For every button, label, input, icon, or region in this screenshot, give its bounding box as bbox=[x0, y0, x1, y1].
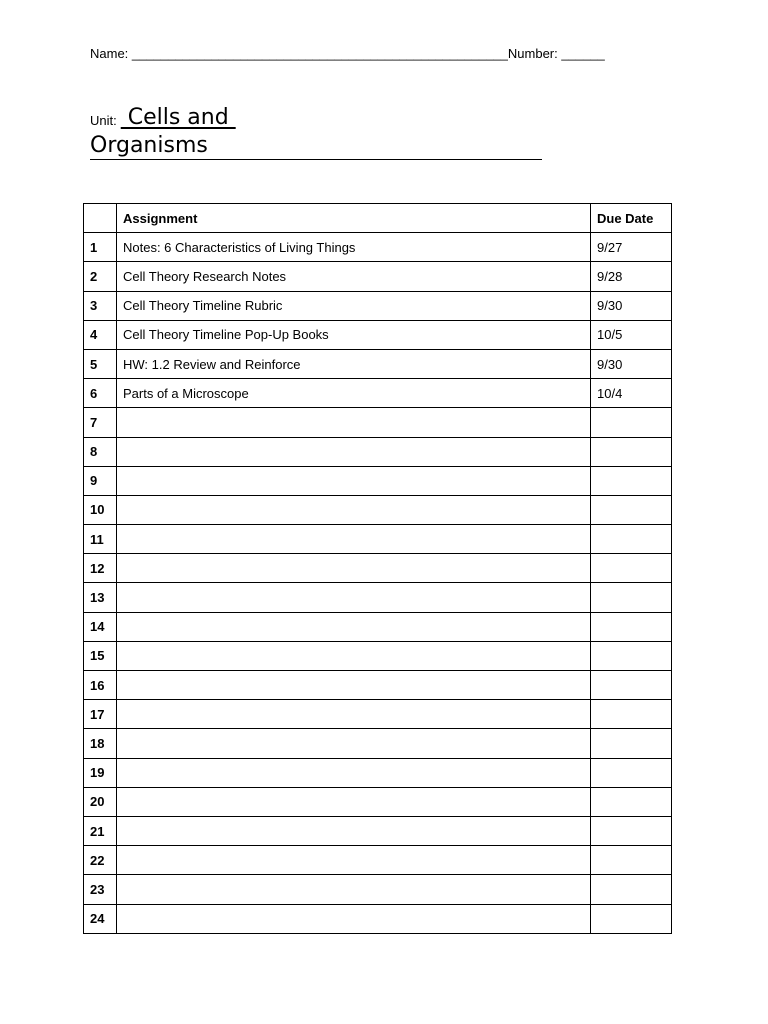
table-row bbox=[84, 320, 672, 349]
row-number: 7 bbox=[84, 408, 117, 437]
assignment-cell[interactable]: HW: 1.2 Review and Reinforce bbox=[117, 349, 591, 378]
row-number: 9 bbox=[84, 466, 117, 495]
column-header-due-date: Due Date bbox=[591, 204, 672, 233]
name-label: Name: bbox=[90, 46, 129, 61]
table-row bbox=[84, 437, 672, 466]
unit-block bbox=[90, 100, 550, 160]
assignment-cell[interactable] bbox=[117, 525, 591, 554]
due-date-cell[interactable]: 10/5 bbox=[591, 320, 672, 349]
due-date-cell[interactable] bbox=[591, 554, 672, 583]
assignment-cell[interactable] bbox=[117, 612, 591, 641]
due-date-cell[interactable] bbox=[591, 787, 672, 816]
row-number: 23 bbox=[84, 875, 117, 904]
due-date-cell[interactable] bbox=[591, 729, 672, 758]
due-date-cell[interactable] bbox=[591, 816, 672, 845]
table-row bbox=[84, 408, 672, 437]
assignment-cell[interactable]: Cell Theory Research Notes bbox=[117, 262, 591, 291]
table-row bbox=[84, 262, 672, 291]
table-row bbox=[84, 671, 672, 700]
table-header-row bbox=[84, 204, 672, 233]
row-number: 10 bbox=[84, 495, 117, 524]
due-date-cell[interactable] bbox=[591, 495, 672, 524]
table-row bbox=[84, 495, 672, 524]
assignment-cell[interactable]: Cell Theory Timeline Rubric bbox=[117, 291, 591, 320]
table-row bbox=[84, 612, 672, 641]
table-row bbox=[84, 846, 672, 875]
due-date-cell[interactable]: 9/30 bbox=[591, 291, 672, 320]
due-date-cell[interactable] bbox=[591, 612, 672, 641]
number-blank[interactable]: ______ bbox=[561, 46, 605, 61]
unit-label: Unit: bbox=[90, 113, 117, 128]
name-blank[interactable]: ____________________________________________________ bbox=[131, 46, 508, 61]
due-date-cell[interactable]: 9/27 bbox=[591, 233, 672, 262]
due-date-cell[interactable] bbox=[591, 700, 672, 729]
row-number: 11 bbox=[84, 525, 117, 554]
unit-line bbox=[90, 100, 550, 130]
assignment-table bbox=[83, 203, 672, 934]
assignment-cell[interactable] bbox=[117, 495, 591, 524]
due-date-cell[interactable] bbox=[591, 904, 672, 933]
row-number: 12 bbox=[84, 554, 117, 583]
assignment-cell[interactable] bbox=[117, 408, 591, 437]
row-number: 22 bbox=[84, 846, 117, 875]
table-row bbox=[84, 583, 672, 612]
due-date-cell[interactable] bbox=[591, 437, 672, 466]
table-header bbox=[84, 204, 672, 233]
assignment-cell[interactable] bbox=[117, 904, 591, 933]
due-date-cell[interactable] bbox=[591, 466, 672, 495]
assignment-cell[interactable] bbox=[117, 466, 591, 495]
assignment-cell[interactable] bbox=[117, 787, 591, 816]
number-label: Number: bbox=[507, 46, 558, 61]
table-row bbox=[84, 349, 672, 378]
due-date-cell[interactable] bbox=[591, 408, 672, 437]
unit-title-part2: Organisms bbox=[90, 133, 542, 160]
assignment-cell[interactable] bbox=[117, 846, 591, 875]
row-number: 15 bbox=[84, 641, 117, 670]
table-row bbox=[84, 904, 672, 933]
due-date-cell[interactable] bbox=[591, 758, 672, 787]
row-number: 14 bbox=[84, 612, 117, 641]
due-date-cell[interactable] bbox=[591, 583, 672, 612]
table-row bbox=[84, 729, 672, 758]
row-number: 8 bbox=[84, 437, 117, 466]
table-row bbox=[84, 466, 672, 495]
due-date-cell[interactable]: 9/30 bbox=[591, 349, 672, 378]
row-number: 13 bbox=[84, 583, 117, 612]
table-row bbox=[84, 875, 672, 904]
name-number-line bbox=[90, 46, 670, 61]
assignment-cell[interactable]: Cell Theory Timeline Pop-Up Books bbox=[117, 320, 591, 349]
column-header-assignment: Assignment bbox=[117, 204, 591, 233]
row-number: 20 bbox=[84, 787, 117, 816]
row-number: 18 bbox=[84, 729, 117, 758]
table-row bbox=[84, 700, 672, 729]
table-row bbox=[84, 758, 672, 787]
assignment-cell[interactable] bbox=[117, 641, 591, 670]
table-row bbox=[84, 379, 672, 408]
due-date-cell[interactable] bbox=[591, 641, 672, 670]
assignment-cell[interactable] bbox=[117, 583, 591, 612]
due-date-cell[interactable] bbox=[591, 525, 672, 554]
row-number: 2 bbox=[84, 262, 117, 291]
table-row bbox=[84, 554, 672, 583]
table-row bbox=[84, 233, 672, 262]
due-date-cell[interactable] bbox=[591, 671, 672, 700]
row-number: 1 bbox=[84, 233, 117, 262]
column-header-number bbox=[84, 204, 117, 233]
assignment-cell[interactable] bbox=[117, 700, 591, 729]
row-number: 4 bbox=[84, 320, 117, 349]
assignment-cell[interactable]: Notes: 6 Characteristics of Living Things bbox=[117, 233, 591, 262]
due-date-cell[interactable]: 10/4 bbox=[591, 379, 672, 408]
table-row bbox=[84, 787, 672, 816]
assignment-cell[interactable] bbox=[117, 875, 591, 904]
table-body bbox=[84, 233, 672, 934]
row-number: 21 bbox=[84, 816, 117, 845]
unit-title-part1: Cells and bbox=[120, 105, 236, 130]
table-row bbox=[84, 525, 672, 554]
due-date-cell[interactable] bbox=[591, 846, 672, 875]
row-number: 16 bbox=[84, 671, 117, 700]
row-number: 6 bbox=[84, 379, 117, 408]
row-number: 24 bbox=[84, 904, 117, 933]
table-row bbox=[84, 291, 672, 320]
row-number: 5 bbox=[84, 349, 117, 378]
table-row bbox=[84, 816, 672, 845]
table-row bbox=[84, 641, 672, 670]
assignment-cell[interactable] bbox=[117, 554, 591, 583]
assignment-cell[interactable] bbox=[117, 671, 591, 700]
assignment-cell[interactable] bbox=[117, 816, 591, 845]
assignment-cell[interactable]: Parts of a Microscope bbox=[117, 379, 591, 408]
due-date-cell[interactable]: 9/28 bbox=[591, 262, 672, 291]
row-number: 17 bbox=[84, 700, 117, 729]
assignment-cell[interactable] bbox=[117, 758, 591, 787]
assignment-cell[interactable] bbox=[117, 437, 591, 466]
row-number: 19 bbox=[84, 758, 117, 787]
due-date-cell[interactable] bbox=[591, 875, 672, 904]
row-number: 3 bbox=[84, 291, 117, 320]
assignment-cell[interactable] bbox=[117, 729, 591, 758]
